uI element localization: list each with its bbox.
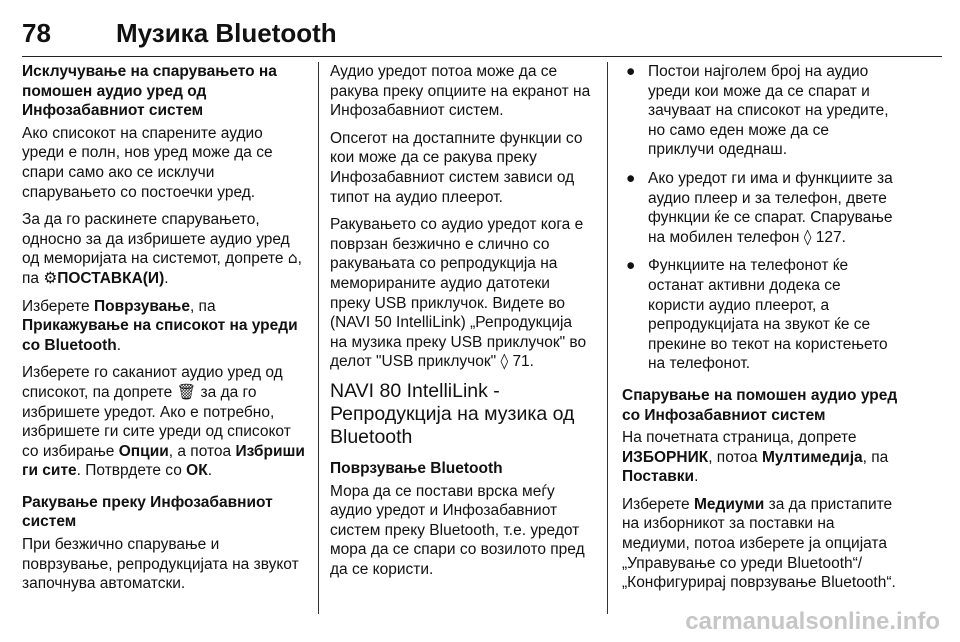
text: Ако уредот ги има и функциите за аудио плеер и за телефон, двете функции ќе се спарат. Спарување на мобилен телефон [648, 169, 893, 246]
column-divider [607, 62, 608, 614]
page-number: 78 [22, 18, 51, 48]
settings-label: ПОСТАВКА(И) [57, 269, 165, 287]
text: На почетната страница, допрете [622, 429, 857, 447]
list-item [622, 256, 898, 374]
column-divider [318, 62, 319, 614]
section-heading-operation: Ракување преку Инфозабавниот систем [22, 493, 273, 531]
page-reference-icon: ◊ [803, 227, 812, 246]
page-reference: 71. [512, 353, 534, 371]
text: Функциите на телефонот ќе останат активни додека се користи аудио плеерот, а репродукцијата на звукот ќе се прекине во текот на користењето на телефонот. [648, 257, 888, 373]
paragraph: При безжично спарување и поврзување, репродукцијата на звукот започнува автоматски. [22, 536, 299, 593]
page-reference: 127. [815, 228, 846, 246]
list-item [622, 169, 898, 247]
bullet-list [622, 62, 898, 374]
paragraph: Мора да се постави врска меѓу аудио уредот и Инфозабавниот систем преку Bluetooth, т.е. уредот мора да се спари со возилото пред да се користи. [330, 482, 585, 578]
text: Изберете [22, 297, 90, 315]
text: . [164, 269, 169, 287]
paragraph [330, 215, 592, 372]
text: Постои најголем број на аудио уреди кои може да се спарат и зачуваат на списокот на уредите, но само еден може да се приклучи одеднаш. [648, 63, 889, 159]
subsection-heading-connect: Поврзување Bluetooth [330, 459, 503, 477]
section-heading-pairing: Спарување на помошен аудио уред со Инфозабавниот систем [622, 386, 898, 424]
text: . [116, 336, 122, 354]
menu-label-settings: Поставки [622, 468, 695, 486]
section-title-navi80: NAVI 80 IntelliLink - Репродукција на музика од Bluetooth [330, 379, 575, 448]
bullet-icon: ● [626, 63, 636, 80]
paragraph [22, 363, 308, 481]
column-right [622, 62, 898, 601]
text: за да пристапите на изборникот за поставки на медиуми, потоа изберете ја опцијата „Управување со уреди Bluetooth“/„Конфигурирај поврзување Bluetooth“. [622, 495, 896, 592]
text: Изберете го саканиот аудио уред од списокот, па допрете [22, 364, 283, 401]
text: , па [189, 297, 216, 315]
text: За да го раскинете спарувањето, односно за да избришете аудио уред од меморијата на системот, допрете [22, 211, 290, 268]
text: . Потврдете со [76, 462, 182, 480]
paragraph [22, 297, 308, 356]
column-middle [330, 62, 592, 587]
menu-label-delete-all: Избриши ги сите [22, 442, 305, 480]
page-reference-icon: ◊ [500, 352, 509, 371]
menu-label-connection: Поврзување [93, 297, 190, 315]
text: , па [862, 448, 889, 466]
watermark: carmanualsonline.info [685, 608, 940, 635]
text: . [207, 462, 212, 480]
text: , а потоа [168, 442, 232, 460]
text: Ракувањето со аудио уредот кога е поврзан безжично е слично со ракувањата со репродукција на меморираните аудио датотеки преку USB приклучок. Видете во (NAVI 50 IntelliLink) „Репродукција на музика преку USB приклучок" во делот "USB приклучок" [330, 216, 587, 371]
paragraph [622, 428, 898, 487]
menu-label-menu: ИЗБОРНИК [622, 448, 709, 466]
menu-label-ok: ОК [186, 462, 208, 480]
text: , потоа [708, 448, 758, 466]
paragraph [22, 210, 308, 288]
column-left [22, 62, 308, 602]
text: Изберете [622, 495, 690, 513]
paragraph: Аудио уредот потоа може да се ракува преку опциите на екранот на Инфозабавниот систем. [330, 63, 591, 120]
trash-icon: 🗑 [176, 382, 197, 401]
list-item [622, 62, 898, 160]
page-header [22, 4, 942, 57]
page-header-title: Музика Bluetooth [116, 18, 337, 48]
section-heading-unpair: Исклучување на спарувањето на помошен аудио уред од Инфозабавниот систем [22, 63, 277, 120]
paragraph [622, 495, 898, 593]
menu-label-media: Медиуми [693, 495, 765, 513]
home-icon: ⌂ [287, 249, 298, 268]
menu-label-multimedia: Мултимедија [761, 448, 863, 466]
menu-label-device-list: Прикажување на списокот на уреди со Bluetooth [22, 317, 298, 354]
menu-label-options: Опции [118, 442, 169, 460]
settings-icon: ⚙ [43, 268, 58, 287]
text: за да го избришете уредот. Ако е потребно, избришете ги сите уреди од списокот со избирање [22, 383, 291, 460]
paragraph: Ако списокот на спарените аудио уреди е полн, нов уред може да се спари само ако се исклучи спарувањето со постоечки уред. [22, 124, 273, 201]
bullet-icon: ● [626, 169, 636, 187]
text: . [694, 468, 699, 486]
bullet-icon: ● [626, 257, 636, 275]
paragraph: Опсегот на достапните функции со кои може да се ракува преку Инфозабавниот систем зависи од типот на аудио плеерот. [330, 129, 583, 206]
text: , па [22, 250, 302, 287]
